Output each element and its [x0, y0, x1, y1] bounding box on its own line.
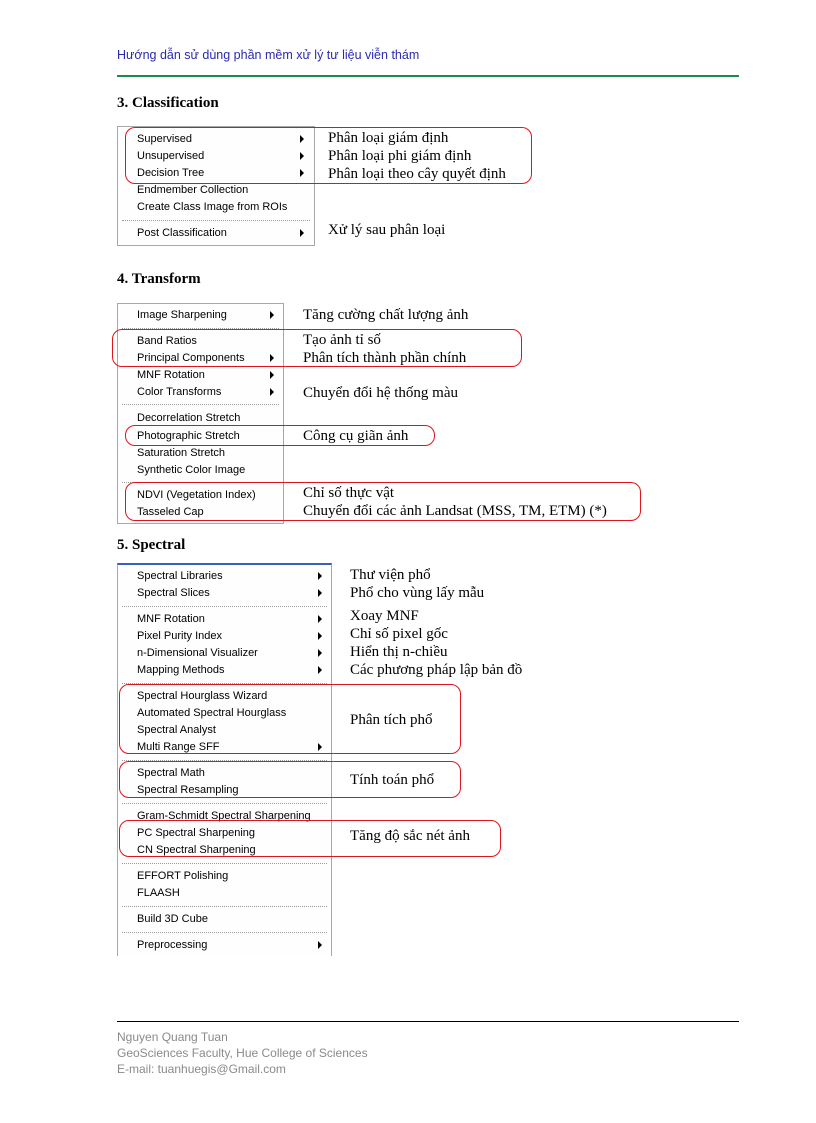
submenu-arrow-icon [318, 941, 322, 949]
note-band-ratios: Tạo ảnh tỉ số [303, 332, 381, 348]
footer-author: Nguyen Quang Tuan [117, 1030, 228, 1044]
menu-item-multi-range-sff[interactable]: Multi Range SFF [137, 741, 220, 753]
menu-item-flaash[interactable]: FLAASH [137, 887, 180, 899]
note-spectral-analysis: Phân tích phổ [350, 712, 433, 728]
note-spectral-slices: Phổ cho vùng lấy mẫu [350, 585, 485, 601]
submenu-arrow-icon [318, 615, 322, 623]
note-post-classification: Xử lý sau phân loại [328, 222, 446, 238]
note-ndvi: Chỉ số thực vật [303, 485, 395, 501]
note-spectral-libraries: Thư viện phổ [350, 567, 431, 583]
footer-affiliation: GeoSciences Faculty, Hue College of Sciences [117, 1046, 368, 1060]
note-pixel-purity-index: Chỉ số pixel gốc [350, 626, 448, 642]
note-mapping-methods: Các phương pháp lập bản đồ [350, 662, 523, 678]
menu-item-pixel-purity-index[interactable]: Pixel Purity Index [137, 630, 222, 642]
menu-item-spectral-hourglass-wizard[interactable]: Spectral Hourglass Wizard [137, 690, 268, 702]
note-unsupervised: Phân loại phi giám định [328, 148, 472, 164]
section-title-spectral: 5. Spectral [117, 537, 186, 553]
submenu-arrow-icon [318, 572, 322, 580]
menu-item-n-dimensional-visualizer[interactable]: n-Dimensional Visualizer [137, 647, 258, 659]
menu-separator [122, 863, 327, 864]
menu-item-mnf-rotation-spectral[interactable]: MNF Rotation [137, 613, 205, 625]
page-header-title: Hướng dẫn sử dùng phần mềm xử lý tư liệu viễn thám [117, 48, 420, 62]
menu-item-image-sharpening[interactable]: Image Sharpening [137, 309, 227, 321]
submenu-arrow-icon [270, 388, 274, 396]
menu-item-supervised[interactable]: Supervised [137, 133, 193, 145]
menu-separator [122, 220, 310, 221]
menu-item-mnf-rotation[interactable]: MNF Rotation [137, 369, 205, 381]
menu-separator [122, 606, 327, 607]
note-spectral-math: Tính toán phổ [350, 772, 435, 788]
menu-item-cn-spectral-sharpening[interactable]: CN Spectral Sharpening [137, 844, 256, 856]
submenu-arrow-icon [270, 371, 274, 379]
menu-item-mapping-methods[interactable]: Mapping Methods [137, 664, 225, 676]
submenu-arrow-icon [270, 311, 274, 319]
highlight-frame [125, 482, 641, 521]
menu-item-principal-components[interactable]: Principal Components [137, 352, 245, 364]
menu-item-spectral-math[interactable]: Spectral Math [137, 767, 205, 779]
note-spectral-sharpening: Tăng độ sắc nét ảnh [350, 828, 470, 844]
submenu-arrow-icon [318, 589, 322, 597]
menu-item-build-3d-cube[interactable]: Build 3D Cube [137, 913, 208, 925]
menu-separator [122, 803, 327, 804]
submenu-arrow-icon [300, 229, 304, 237]
highlight-frame [119, 684, 461, 754]
menu-separator [122, 404, 279, 405]
menu-item-post-classification[interactable]: Post Classification [137, 227, 227, 239]
header-divider [117, 75, 739, 77]
menu-item-tasseled-cap[interactable]: Tasseled Cap [137, 506, 204, 518]
spectral-menu [117, 563, 332, 956]
menu-item-endmember-collection[interactable]: Endmember Collection [137, 184, 249, 196]
submenu-arrow-icon [318, 649, 322, 657]
menu-separator [122, 932, 327, 933]
note-color-transforms: Chuyển đổi hệ thống màu [303, 385, 458, 401]
footer-divider [117, 1021, 739, 1022]
menu-item-pc-spectral-sharpening[interactable]: PC Spectral Sharpening [137, 827, 256, 839]
highlight-frame [112, 329, 522, 367]
note-n-dimensional-visualizer: Hiển thị n-chiều [350, 644, 448, 660]
menu-item-synthetic-color-image[interactable]: Synthetic Color Image [137, 464, 246, 476]
menu-item-decorrelation-stretch[interactable]: Decorrelation Stretch [137, 412, 241, 424]
menu-item-saturation-stretch[interactable]: Saturation Stretch [137, 447, 226, 459]
footer-email: E-mail: tuanhuegis@Gmail.com [117, 1062, 286, 1076]
section-title-classification: 3. Classification [117, 95, 219, 111]
menu-separator [122, 906, 327, 907]
highlight-frame [119, 820, 501, 857]
menu-item-ndvi[interactable]: NDVI (Vegetation Index) [137, 489, 256, 501]
menu-item-gram-schmidt-spectral-sharpening[interactable]: Gram-Schmidt Spectral Sharpening [137, 810, 311, 822]
menu-item-spectral-libraries[interactable]: Spectral Libraries [137, 570, 223, 582]
menu-item-create-class-image[interactable]: Create Class Image from ROIs [137, 201, 288, 213]
note-tasseled-cap: Chuyển đổi các ảnh Landsat (MSS, TM, ETM) (*) [303, 503, 607, 519]
highlight-frame [125, 127, 532, 184]
menu-item-photographic-stretch[interactable]: Photographic Stretch [137, 430, 240, 442]
submenu-arrow-icon [318, 666, 322, 674]
note-supervised: Phân loại giám định [328, 130, 449, 146]
menu-item-effort-polishing[interactable]: EFFORT Polishing [137, 870, 229, 882]
highlight-frame [119, 761, 461, 798]
menu-item-automated-spectral-hourglass[interactable]: Automated Spectral Hourglass [137, 707, 287, 719]
note-image-sharpening: Tăng cường chất lượng ảnh [303, 307, 469, 323]
menu-item-decision-tree[interactable]: Decision Tree [137, 167, 205, 179]
menu-item-preprocessing[interactable]: Preprocessing [137, 939, 208, 951]
menu-item-spectral-analyst[interactable]: Spectral Analyst [137, 724, 216, 736]
menu-item-color-transforms[interactable]: Color Transforms [137, 386, 222, 398]
highlight-frame [125, 425, 435, 446]
menu-item-spectral-slices[interactable]: Spectral Slices [137, 587, 210, 599]
menu-item-band-ratios[interactable]: Band Ratios [137, 335, 197, 347]
note-mnf-rotation: Xoay MNF [350, 608, 419, 624]
menu-item-unsupervised[interactable]: Unsupervised [137, 150, 205, 162]
section-title-transform: 4. Transform [117, 271, 201, 287]
submenu-arrow-icon [318, 632, 322, 640]
note-photographic-stretch: Công cụ giãn ảnh [303, 428, 409, 444]
note-decision-tree: Phân loại theo cây quyết định [328, 166, 506, 182]
note-principal-components: Phân tích thành phần chính [303, 350, 467, 366]
menu-item-spectral-resampling[interactable]: Spectral Resampling [137, 784, 239, 796]
